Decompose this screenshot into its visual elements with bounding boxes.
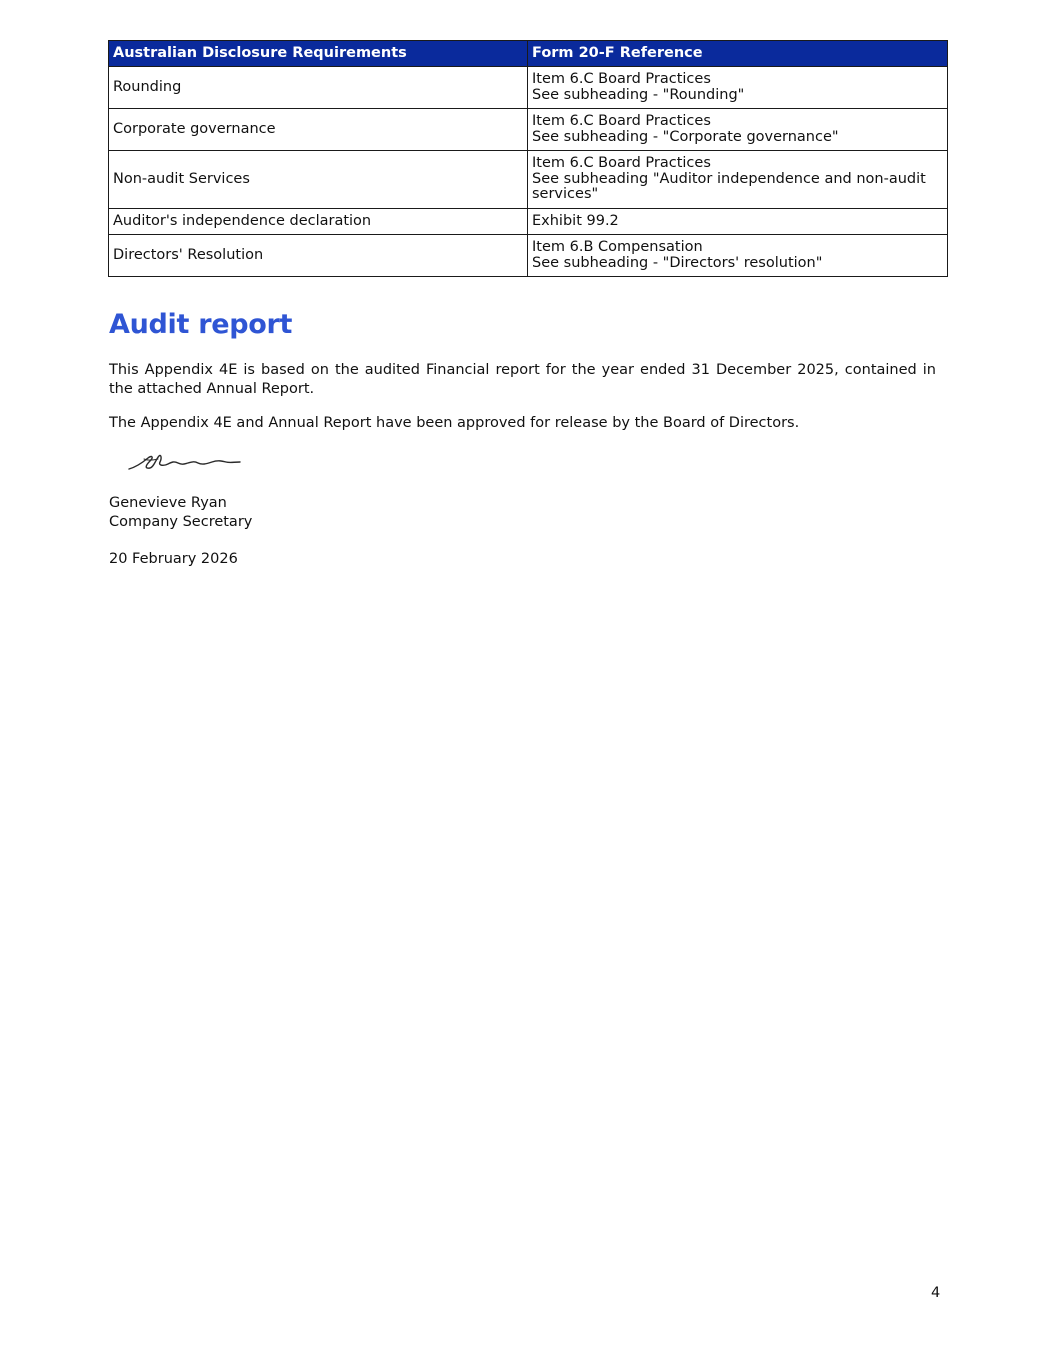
reference-line: See subheading - "Directors' resolution" bbox=[532, 254, 823, 271]
signatory-title: Company Secretary bbox=[109, 514, 253, 530]
requirement-cell: Corporate governance bbox=[109, 109, 528, 151]
disclosure-reference-table bbox=[108, 40, 948, 277]
reference-cell bbox=[528, 67, 948, 109]
reference-cell bbox=[528, 109, 948, 151]
table-header-row bbox=[109, 41, 948, 67]
page-number: 4 bbox=[931, 1285, 941, 1301]
column-header-reference: Form 20-F Reference bbox=[528, 41, 948, 67]
requirement-cell: Auditor's independence declaration bbox=[109, 209, 528, 235]
requirement-cell: Non-audit Services bbox=[109, 151, 528, 209]
reference-line: Item 6.C Board Practices bbox=[532, 155, 711, 172]
column-header-requirements: Australian Disclosure Requirements bbox=[109, 41, 528, 67]
reference-line: See subheading - "Rounding" bbox=[532, 86, 745, 103]
requirement-cell: Directors' Resolution bbox=[109, 235, 528, 277]
audit-report-heading: Audit report bbox=[109, 309, 293, 340]
reference-line: Exhibit 99.2 bbox=[532, 212, 619, 229]
reference-line: Item 6.B Compensation bbox=[532, 239, 703, 255]
reference-line: Item 6.C Board Practices bbox=[532, 71, 711, 87]
reference-line: See subheading "Auditor independence and non-audit bbox=[532, 170, 926, 187]
signatory-name: Genevieve Ryan bbox=[109, 495, 227, 511]
reference-cell bbox=[528, 209, 948, 235]
reference-line: services" bbox=[532, 186, 599, 203]
reference-line: Item 6.C Board Practices bbox=[532, 113, 711, 129]
table-row bbox=[109, 109, 948, 151]
reference-line: See subheading - "Corporate governance" bbox=[532, 128, 839, 145]
reference-cell bbox=[528, 235, 948, 277]
table-row bbox=[109, 209, 948, 235]
audit-paragraph-basis: This Appendix 4E is based on the audited Financial report for the year ended 31 December 2025, contained in the attached Annual Report. bbox=[109, 362, 936, 397]
signatory-block bbox=[109, 494, 252, 532]
requirement-cell: Rounding bbox=[109, 67, 528, 109]
signature-date: 20 February 2026 bbox=[109, 551, 238, 567]
table-row bbox=[109, 235, 948, 277]
audit-paragraph-approval: The Appendix 4E and Annual Report have been approved for release by the Board of Directors. bbox=[109, 415, 800, 431]
table-row bbox=[109, 67, 948, 109]
table-row bbox=[109, 151, 948, 209]
reference-cell bbox=[528, 151, 948, 209]
signature-image bbox=[126, 449, 246, 475]
